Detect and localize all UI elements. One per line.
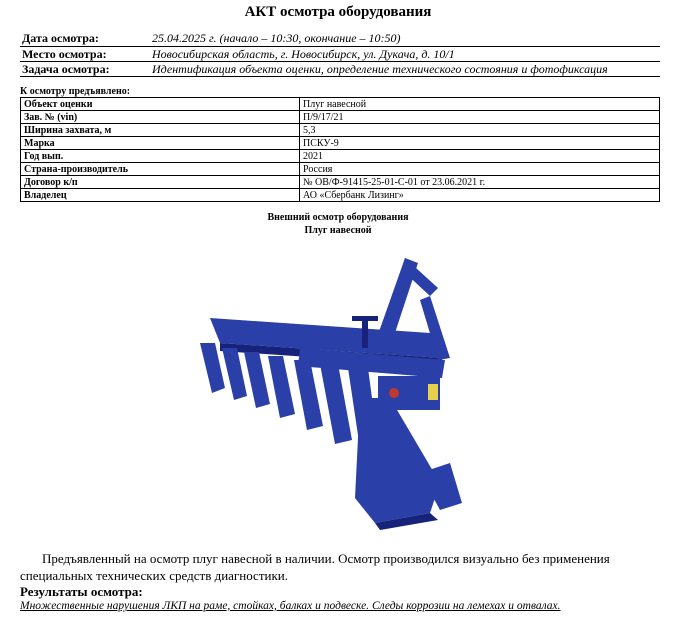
results-heading: Результаты осмотра: xyxy=(20,584,143,599)
results-text: Множественные нарушения ЛКП на раме, стойках, балках и подвеске. Следы коррозии на лемехах и отвалах. xyxy=(20,600,561,612)
row-value: 2021 xyxy=(300,150,660,163)
meta-label: Дата осмотра: xyxy=(20,31,150,46)
plough-photo xyxy=(180,248,500,538)
table-row xyxy=(21,189,660,202)
plough-illustration xyxy=(200,258,462,530)
row-label: Зав. № (vin) xyxy=(21,111,300,124)
row-value: № OB/Ф-91415-25-01-С-01 от 23.06.2021 г. xyxy=(300,176,660,189)
row-label: Ширина захвата, м xyxy=(21,124,300,137)
meta-row-place xyxy=(20,46,660,61)
table-row xyxy=(21,150,660,163)
section-subtitle: Плуг навесной xyxy=(304,225,372,236)
row-value: Россия xyxy=(300,163,660,176)
table-row xyxy=(21,124,660,137)
table-row xyxy=(21,98,660,111)
meta-row-date xyxy=(20,31,660,46)
row-value: ПСКУ-9 xyxy=(300,137,660,150)
meta-value: 25.04.2025 г. (начало – 10:30, окончание – 10:50) xyxy=(150,31,660,46)
row-label: Год вып. xyxy=(21,150,300,163)
table-row xyxy=(21,137,660,150)
meta-value: Новосибирская область, г. Новосибирск, ул. Дукача, д. 10/1 xyxy=(150,46,660,61)
section-title: Внешний осмотр оборудования xyxy=(267,212,409,223)
meta-label: Место осмотра: xyxy=(20,46,150,61)
beam-label: ПСКУ-9 xyxy=(318,310,345,326)
table-row xyxy=(21,176,660,189)
row-value: П/9/17/21 xyxy=(300,111,660,124)
row-label: Договор к/п xyxy=(21,176,300,189)
row-label: Марка xyxy=(21,137,300,150)
document-title: АКТ осмотра оборудования xyxy=(244,4,432,20)
row-label: Владелец xyxy=(21,189,300,202)
row-value: Плуг навесной xyxy=(300,98,660,111)
row-value: 5,3 xyxy=(300,124,660,137)
row-label: Объект оценки xyxy=(21,98,300,111)
equipment-table xyxy=(20,97,660,202)
row-label: Страна-производитель xyxy=(21,163,300,176)
meta-label: Задача осмотра: xyxy=(20,61,150,76)
row-value: АО «Сбербанк Лизинг» xyxy=(300,189,660,202)
presented-heading: К осмотру предъявлено: xyxy=(20,86,131,97)
table-row xyxy=(21,163,660,176)
paragraph-text: Предъявленный на осмотр плуг навесной в наличии. Осмотр производился визуально без применения специальных технических средств диагностики. xyxy=(20,551,610,583)
table-row xyxy=(21,111,660,124)
meta-row-task xyxy=(20,61,660,76)
inspection-paragraph xyxy=(20,550,660,584)
inspection-meta-table xyxy=(20,31,660,77)
meta-value: Идентификация объекта оценки, определение технического состояния и фотофиксация xyxy=(150,61,660,76)
